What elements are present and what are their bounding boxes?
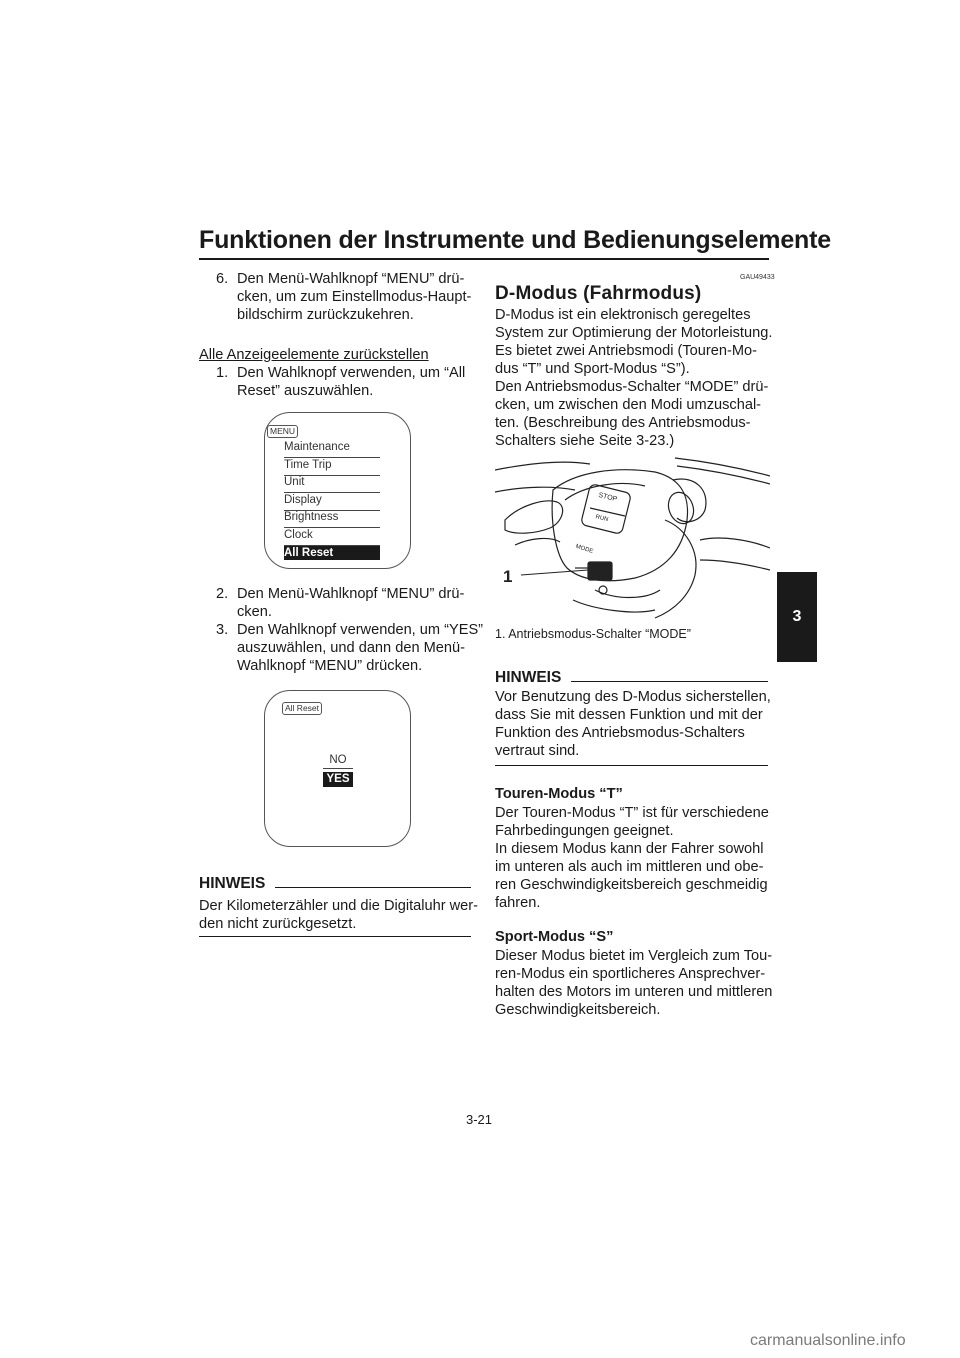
para-line: ren Geschwindigkeitsbereich geschmeidig	[495, 877, 768, 893]
intro-paragraph	[495, 306, 775, 450]
step-3	[216, 621, 486, 675]
menu-item-time-trip: Time Trip	[284, 458, 380, 476]
step-text: Wahlknopf “MENU” drücken.	[237, 658, 423, 674]
hinweis-line: Funktion des Antriebsmodus-Schalters	[495, 725, 745, 741]
lcd-menu-screen	[264, 412, 411, 569]
step-number: 6.	[216, 271, 229, 287]
run-label: RUN	[594, 514, 609, 524]
mode-label: MODE	[574, 543, 594, 555]
page-number: 3-21	[466, 1112, 493, 1127]
lcd-reset-screen	[264, 690, 411, 847]
para-line: halten des Motors im unteren und mittleren	[495, 984, 773, 1000]
option-no: NO	[323, 753, 353, 769]
menu-item-brightness: Brightness	[284, 510, 380, 528]
para-line: System zur Optimierung der Motorleistung.	[495, 325, 773, 341]
step-6	[216, 270, 476, 324]
para-line: cken, um zwischen den Modi umzuschal-	[495, 397, 762, 413]
step-1	[216, 364, 476, 400]
hinweis-line: dass Sie mit dessen Funktion und mit der	[495, 707, 763, 723]
section-heading: D-Modus (Fahrmodus)	[495, 283, 702, 304]
para-line: ren-Modus ein sportlicheres Ansprechver-	[495, 966, 766, 982]
page-title: Funktionen der Instrumente und Bedienungselemente	[199, 226, 831, 254]
menu-tag: MENU	[267, 425, 298, 438]
step-text: Den Wahlknopf verwenden, um “YES”	[237, 622, 484, 638]
sport-text	[495, 947, 780, 1019]
hinweis-text	[199, 897, 479, 933]
step-text: Reset” auszuwählen.	[237, 383, 374, 399]
para-line: dus “T” und Sport-Modus “S”).	[495, 361, 690, 377]
hinweis-rule	[571, 681, 768, 682]
step-2	[216, 585, 486, 621]
hinweis-label: HINWEIS	[495, 669, 562, 686]
touren-text	[495, 804, 780, 912]
mode-switch-illustration	[495, 450, 770, 620]
step-text: cken.	[237, 604, 272, 620]
all-reset-tag: All Reset	[282, 702, 322, 715]
menu-item-maintenance: Maintenance	[284, 440, 380, 458]
para-line: D-Modus ist ein elektronisch geregeltes	[495, 307, 751, 323]
step-text: auszuwählen, und dann den Menü-	[237, 640, 465, 656]
stop-label: STOP	[597, 491, 618, 504]
menu-item-all-reset: All Reset	[284, 546, 380, 560]
para-line: Dieser Modus bietet im Vergleich zum Tou-	[495, 948, 773, 964]
chapter-tab: 3	[777, 572, 817, 662]
hinweis-line: Vor Benutzung des D-Modus sicherstellen,	[495, 689, 771, 705]
step-text: Den Menü-Wahlknopf “MENU” drü-	[237, 271, 465, 287]
sport-heading: Sport-Modus “S”	[495, 929, 614, 945]
para-line: Schalters siehe Seite 3-23.)	[495, 433, 675, 449]
hinweis-label: HINWEIS	[199, 875, 266, 892]
para-line: In diesem Modus kann der Fahrer sowohl	[495, 841, 764, 857]
step-text: Den Wahlknopf verwenden, um “All	[237, 365, 466, 381]
hinweis-end-rule	[495, 765, 768, 766]
touren-heading: Touren-Modus “T”	[495, 786, 623, 802]
para-line: Geschwindigkeitsbereich.	[495, 1002, 661, 1018]
hinweis-end-rule	[199, 936, 471, 937]
para-line: ten. (Beschreibung des Antriebsmodus-	[495, 415, 751, 431]
step-number: 1.	[216, 365, 229, 381]
figure-caption: 1. Antriebsmodus-Schalter “MODE”	[495, 627, 691, 641]
para-line: Es bietet zwei Antriebsmodi (Touren-Mo-	[495, 343, 757, 359]
menu-item-clock: Clock	[284, 528, 380, 546]
step-text: cken, um zum Einstellmodus-Haupt-	[237, 289, 472, 305]
para-line: Den Antriebsmodus-Schalter “MODE” drü-	[495, 379, 769, 395]
para-line: Fahrbedingungen geeignet.	[495, 823, 674, 839]
step-number: 2.	[216, 586, 229, 602]
para-line: Der Touren-Modus “T” ist für verschiedene	[495, 805, 769, 821]
watermark: carmanualsonline.info	[750, 1332, 906, 1349]
reference-code: GAU49433	[740, 274, 775, 281]
para-line: fahren.	[495, 895, 541, 911]
hinweis-line: den nicht zurückgesetzt.	[199, 916, 357, 932]
step-text: Den Menü-Wahlknopf “MENU” drü-	[237, 586, 465, 602]
mode-button	[588, 562, 612, 580]
reset-heading: Alle Anzeigeelemente zurückstellen	[199, 347, 429, 363]
menu-item-display: Display	[284, 493, 380, 511]
menu-item-unit: Unit	[284, 475, 380, 493]
hinweis-line: vertraut sind.	[495, 743, 580, 759]
option-yes: YES	[323, 772, 353, 787]
callout-number: 1	[503, 567, 513, 586]
para-line: im unteren als auch im mittleren und obe-	[495, 859, 764, 875]
title-rule	[199, 258, 769, 260]
hinweis-rule	[275, 887, 471, 888]
hinweis-text	[495, 688, 775, 760]
hinweis-line: Der Kilometerzähler und die Digitaluhr wer-	[199, 898, 479, 914]
step-number: 3.	[216, 622, 229, 638]
step-text: bildschirm zurückzukehren.	[237, 307, 414, 323]
